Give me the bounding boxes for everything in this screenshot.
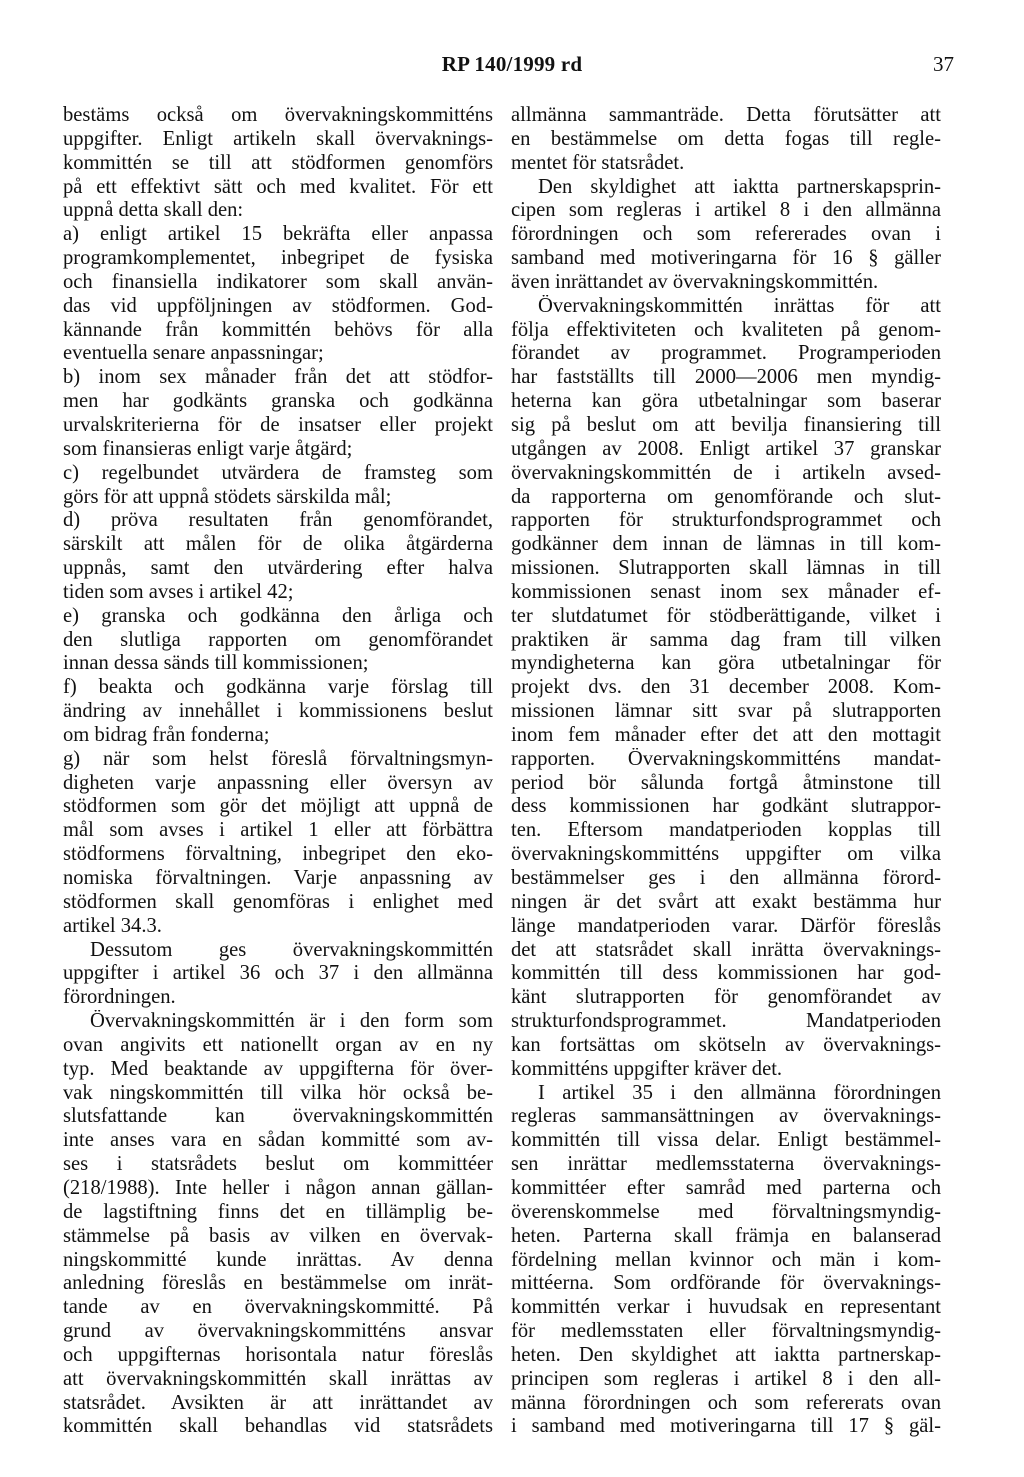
text-line: uppnås, samt den utvärdering efter halva: [63, 557, 493, 580]
text-line: godkänner dem innan de lämnas in till kom-: [511, 533, 941, 556]
text-line: artikel 34.3.: [63, 914, 162, 937]
text-line: Dessutom ges övervakningskommittén: [90, 938, 493, 961]
text-line: stödformens förvaltning, inbegripet den eko-: [63, 843, 493, 866]
left-text-column: [63, 104, 493, 1439]
text-line: heterna kan göra utbetalningar som baserar: [511, 390, 941, 413]
text-line: I artikel 35 i den allmänna förordningen: [538, 1081, 941, 1104]
text-line: ningen är det svårt att exakt bestämma hur: [511, 890, 941, 913]
text-line: praktiken är samma dag fram till vilken: [511, 628, 941, 651]
text-line: överenskommelse med förvaltningsmyndig-: [511, 1200, 941, 1223]
text-line: de lagstiftning finns det en tillämplig be-: [63, 1200, 493, 1223]
text-line: förordningen.: [63, 986, 176, 1009]
text-line: kommittén skall behandlas vid statsrådets: [63, 1415, 493, 1438]
text-line: kommittén till vissa delar. Enligt bestämmel-: [511, 1129, 941, 1152]
text-line: mål som avses i artikel 1 eller att förbättra: [63, 819, 493, 842]
text-line: i samband med motiveringarna till 17 § gäl-: [511, 1415, 941, 1438]
text-line: missionen. Slutrapporten skall lämnas in till: [511, 557, 941, 580]
text-line: uppnå detta skall den:: [63, 199, 244, 222]
text-line: kommittéer efter samråd med parterna och: [511, 1176, 941, 1199]
text-line: sig på beslut om att bevilja finansiering till: [511, 413, 941, 436]
text-line: nomiska förvaltningen. Varje anpassning av: [63, 867, 493, 889]
text-line: om bidrag från fonderna;: [63, 723, 270, 746]
text-line: da rapporterna om genomförande och slut-: [511, 485, 941, 508]
text-line: tande av en övervakningskommitté. På: [63, 1296, 493, 1319]
text-line: stämmelse på basis av vilken en övervak-: [63, 1224, 493, 1247]
text-line: det att statsrådet skall inrätta övervaknings-: [511, 938, 941, 961]
text-line: ter slutdatumet för stödberättigande, vilket i: [511, 604, 941, 627]
text-line: rapporten. Övervakningskommitténs mandat-: [511, 747, 941, 770]
text-line: och finansiella indikatorer som skall använ-: [63, 270, 493, 293]
text-line: grund av övervakningskommitténs ansvar: [63, 1320, 493, 1343]
text-line: projekt dvs. den 31 december 2008. Kom-: [511, 676, 941, 699]
text-line: d) pröva resultaten från genomförandet,: [63, 509, 493, 532]
text-line: kan fortsättas om skötseln av övervaknings-: [511, 1033, 941, 1056]
text-line: men har godkänts granska och godkänna: [63, 390, 493, 413]
text-line: har fastställts till 2000—2006 men myndig-: [511, 366, 941, 389]
text-line: digheten varje anpassning eller översyn av: [63, 771, 493, 794]
text-line: kommitténs uppgifter kräver det.: [511, 1057, 783, 1080]
text-line: stödformen som gör det möjligt att uppnå de: [63, 795, 493, 818]
text-line: ningskommitté kunde inrättas. Av denna: [63, 1248, 493, 1271]
text-line: anledning föreslås en bestämmelse om inrät-: [63, 1272, 493, 1295]
text-line: statsrådet. Avsikten är att inrättandet av: [63, 1391, 493, 1414]
text-line: sen inrättar medlemsstaterna övervaknings-: [511, 1153, 941, 1176]
text-line: period bör sålunda fortgå åtminstone till: [511, 771, 941, 794]
text-line: ten. Eftersom mandatperioden kopplas till: [511, 819, 941, 842]
text-line: cipen som regleras i artikel 8 i den allmänna: [511, 199, 941, 222]
text-line: följa effektiviteten och kvaliteten på genom-: [511, 318, 941, 341]
text-line: känt slutrapporten för genomförandet av: [511, 986, 941, 1009]
text-line: heten. Parterna skall främja en balanserad: [511, 1224, 941, 1247]
text-line: programkomplementet, inbegripet de fysiska: [63, 247, 493, 270]
text-line: slutsfattande kan övervakningskommittén: [63, 1105, 493, 1128]
text-line: c) regelbundet utvärdera de framsteg som: [63, 461, 493, 484]
right-text-column: [511, 104, 941, 1439]
text-line: ändring av innehållet i kommissionens beslut: [63, 700, 493, 723]
text-line: samband med motiveringarna för 16 § gäller: [511, 247, 941, 270]
page-header-title: RP 140/1999 rd: [441, 52, 583, 76]
text-line: typ. Med beaktande av uppgifterna för över-: [63, 1057, 493, 1080]
text-line: ovan angivits ett nationellt organ av en ny: [63, 1033, 493, 1056]
text-line: fördelning mellan kvinnor och män i kom-: [511, 1248, 941, 1271]
text-line: särskilt att målen för de olika åtgärderna: [63, 533, 493, 556]
text-line: g) när som helst föreslå förvaltningsmyn-: [63, 747, 493, 770]
text-line: övervakningskommittén de i artikeln avsed-: [511, 461, 941, 484]
text-line: bestäms också om övervakningskommitténs: [63, 104, 493, 126]
text-line: uppgifter i artikel 36 och 37 i den allmänna: [63, 962, 493, 985]
text-line: (218/1988). Inte heller i någon annan gällan-: [63, 1176, 493, 1199]
text-line: bestämmelser ges i den allmänna förord-: [511, 867, 941, 889]
text-line: das vid uppföljningen av stödformen. God-: [63, 294, 493, 317]
text-line: övervakningskommitténs uppgifter om vilka: [511, 843, 941, 866]
text-line: länge mandatperioden varar. Därför föreslås: [511, 914, 941, 937]
text-line: för medlemsstaten eller förvaltningsmyndig-: [511, 1320, 941, 1343]
text-line: förordningen och som refererades ovan i: [511, 223, 941, 246]
text-line: kommittén verkar i huvudsak en representant: [511, 1296, 941, 1319]
text-line: vak ningskommittén till vilka hör också be-: [63, 1081, 493, 1104]
text-line: kommittén se till att stödformen genomförs: [63, 151, 493, 174]
text-line: mittéerna. Som ordförande för övervaknings-: [511, 1272, 941, 1295]
text-line: den slutliga rapporten om genomförandet: [63, 628, 493, 651]
text-line: eventuella senare anpassningar;: [63, 342, 324, 365]
text-line: inte anses vara en sådan kommitté som av-: [63, 1129, 493, 1152]
text-line: kommissionen senast inom sex månader ef-: [511, 580, 941, 603]
text-line: Den skyldighet att iaktta partnerskapsprin-: [538, 175, 941, 198]
text-line: en bestämmelse om detta fogas till regle-: [511, 127, 941, 150]
text-line: myndigheterna kan göra utbetalningar för: [511, 652, 941, 675]
text-line: inom fem månader efter det att den mottagit: [511, 723, 941, 746]
text-line: dess kommissionen har godkänt slutrappor-: [511, 795, 941, 818]
text-line: e) granska och godkänna den årliga och: [63, 604, 493, 627]
text-line: innan dessa sänds till kommissionen;: [63, 652, 369, 675]
text-line: regleras sammansättningen av övervaknings-: [511, 1105, 941, 1128]
text-line: förandet av programmet. Programperioden: [511, 342, 941, 365]
text-line: kommittén till dess kommissionen har god-: [511, 962, 941, 985]
text-line: som finansieras enligt varje åtgärd;: [63, 437, 353, 460]
page-number: 37: [933, 52, 954, 76]
text-line: utgången av 2008. Enligt artikel 37 granskar: [511, 437, 941, 460]
text-line: och uppgifternas horisontala natur föreslås: [63, 1343, 493, 1366]
text-line: rapporten för strukturfondsprogrammet och: [511, 509, 941, 532]
text-line: stödformen skall genomföras i enlighet med: [63, 890, 493, 913]
text-line: missionen lämnar sitt svar på slutrapporten: [511, 700, 941, 723]
text-line: tiden som avses i artikel 42;: [63, 580, 294, 603]
text-line: a) enligt artikel 15 bekräfta eller anpassa: [63, 223, 493, 246]
text-line: ses i statsrådets beslut om kommittéer: [63, 1153, 493, 1176]
text-line: strukturfondsprogrammet. Mandatperioden: [511, 1010, 941, 1033]
text-line: allmänna sammanträde. Detta förutsätter att: [511, 104, 941, 126]
text-line: Övervakningskommittén är i den form som: [90, 1010, 493, 1033]
text-line: Övervakningskommittén inrättas för att: [538, 294, 941, 317]
text-line: mentet för statsrådet.: [511, 151, 685, 174]
text-line: på ett effektivt sätt och med kvalitet. För ett: [63, 175, 493, 198]
text-line: heten. Den skyldighet att iaktta partnerskap-: [511, 1343, 941, 1366]
text-line: görs för att uppnå stödets särskilda mål;: [63, 485, 392, 508]
text-line: f) beakta och godkänna varje förslag till: [63, 676, 493, 699]
text-line: uppgifter. Enligt artikeln skall övervaknings-: [63, 127, 493, 150]
text-line: männa förordningen och som refererats ovan: [511, 1391, 941, 1414]
text-line: även inrättandet av övervakningskommittén.: [511, 270, 879, 293]
text-line: urvalskriterierna för de insatser eller projekt: [63, 413, 493, 436]
text-line: b) inom sex månader från det att stödfor-: [63, 366, 493, 389]
text-line: kännande från kommittén behövs för alla: [63, 318, 493, 341]
text-line: principen som regleras i artikel 8 i den all-: [511, 1367, 941, 1390]
text-line: att övervakningskommittén skall inrättas av: [63, 1367, 493, 1390]
